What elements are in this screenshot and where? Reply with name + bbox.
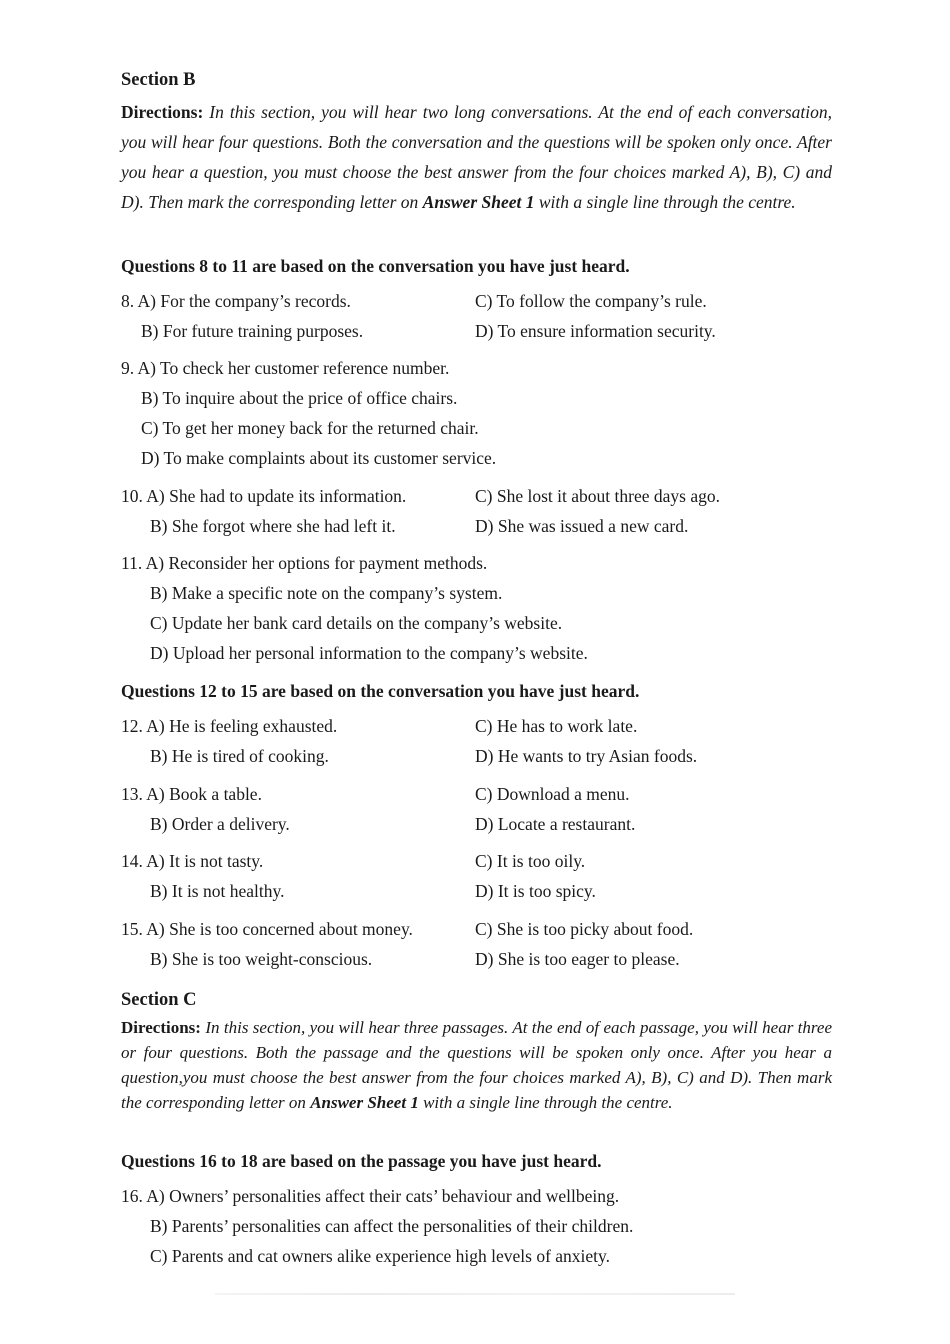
q15-option-b: B) She is too weight-conscious. xyxy=(150,949,373,969)
faded-footer-strip xyxy=(215,1293,735,1295)
q16-option-c: C) Parents and cat owners alike experience high levels of anxiety. xyxy=(150,1246,611,1266)
directions-text-end: with a single line through the centre. xyxy=(418,1093,673,1112)
q8-option-c: C) To follow the company’s rule. xyxy=(475,291,707,311)
section-b-directions xyxy=(121,97,832,217)
q15-option-c: C) She is too picky about food. xyxy=(475,919,694,939)
directions-label: Directions: xyxy=(121,102,204,122)
section-c-title: Section C xyxy=(121,990,197,1010)
q8-option-b: B) For future training purposes. xyxy=(141,321,364,341)
q14-option-b: B) It is not healthy. xyxy=(150,881,285,901)
answer-sheet-ref: Answer Sheet 1 xyxy=(310,1093,419,1112)
q15-option-a: 15. A) She is too concerned about money. xyxy=(121,919,413,939)
q10-option-c: C) She lost it about three days ago. xyxy=(475,486,720,506)
directions-label: Directions: xyxy=(121,1018,201,1037)
q13-option-d: D) Locate a restaurant. xyxy=(475,814,636,834)
q14-option-c: C) It is too oily. xyxy=(475,851,586,871)
directions-text: In this section, you will hear two long conversations. At the end of each conversation, you will hear four questions. Both the conversation and the questions will be spoken only once. After you hear a question, you must choose the best answer from the four choices marked A), B), C) and D). Then mark the corresponding letter on xyxy=(121,102,832,212)
q16-option-a: 16. A) Owners’ personalities affect their cats’ behaviour and wellbeing. xyxy=(121,1186,620,1206)
q13-option-c: C) Download a menu. xyxy=(475,784,630,804)
directions-text: In this section, you will hear three passages. At the end of each passage, you will hear three or four questions. Both the passage and the questions will be spoken only once. After you hear a question,you must choose the best answer from the four choices marked A), B), C) and D). Then mark the corresponding letter on xyxy=(121,1018,832,1112)
section-b-title: Section B xyxy=(121,70,196,90)
q12-option-a: 12. A) He is feeling exhausted. xyxy=(121,716,338,736)
q9-option-c: C) To get her money back for the returned chair. xyxy=(141,418,479,438)
q10-option-b: B) She forgot where she had left it. xyxy=(150,516,396,536)
q16-option-b: B) Parents’ personalities can affect the personalities of their children. xyxy=(150,1216,634,1236)
q11-option-b: B) Make a specific note on the company’s system. xyxy=(150,583,503,603)
q14-option-d: D) It is too spicy. xyxy=(475,881,596,901)
q8-option-a: 8. A) For the company’s records. xyxy=(121,291,351,311)
q10-option-a: 10. A) She had to update its information. xyxy=(121,486,407,506)
directions-text-end: with a single line through the centre. xyxy=(534,192,796,212)
q9-option-b: B) To inquire about the price of office chairs. xyxy=(141,388,458,408)
section-c-directions xyxy=(121,1015,832,1115)
q11-option-c: C) Update her bank card details on the company’s website. xyxy=(150,613,563,633)
q13-option-b: B) Order a delivery. xyxy=(150,814,290,834)
question-group-heading: Questions 12 to 15 are based on the conversation you have just heard. xyxy=(121,681,640,701)
q11-option-a: 11. A) Reconsider her options for payment methods. xyxy=(121,553,488,573)
q9-option-d: D) To make complaints about its customer service. xyxy=(141,448,497,468)
q10-option-d: D) She was issued a new card. xyxy=(475,516,689,536)
answer-sheet-ref: Answer Sheet 1 xyxy=(422,192,535,212)
q12-option-c: C) He has to work late. xyxy=(475,716,638,736)
q12-option-d: D) He wants to try Asian foods. xyxy=(475,746,698,766)
q9-option-a: 9. A) To check her customer reference number. xyxy=(121,358,450,378)
q15-option-d: D) She is too eager to please. xyxy=(475,949,680,969)
q11-option-d: D) Upload her personal information to the company’s website. xyxy=(150,643,588,663)
q12-option-b: B) He is tired of cooking. xyxy=(150,746,329,766)
question-group-heading: Questions 16 to 18 are based on the passage you have just heard. xyxy=(121,1151,602,1171)
q8-option-d: D) To ensure information security. xyxy=(475,321,716,341)
q13-option-a: 13. A) Book a table. xyxy=(121,784,262,804)
q14-option-a: 14. A) It is not tasty. xyxy=(121,851,264,871)
question-group-heading: Questions 8 to 11 are based on the conversation you have just heard. xyxy=(121,256,630,276)
